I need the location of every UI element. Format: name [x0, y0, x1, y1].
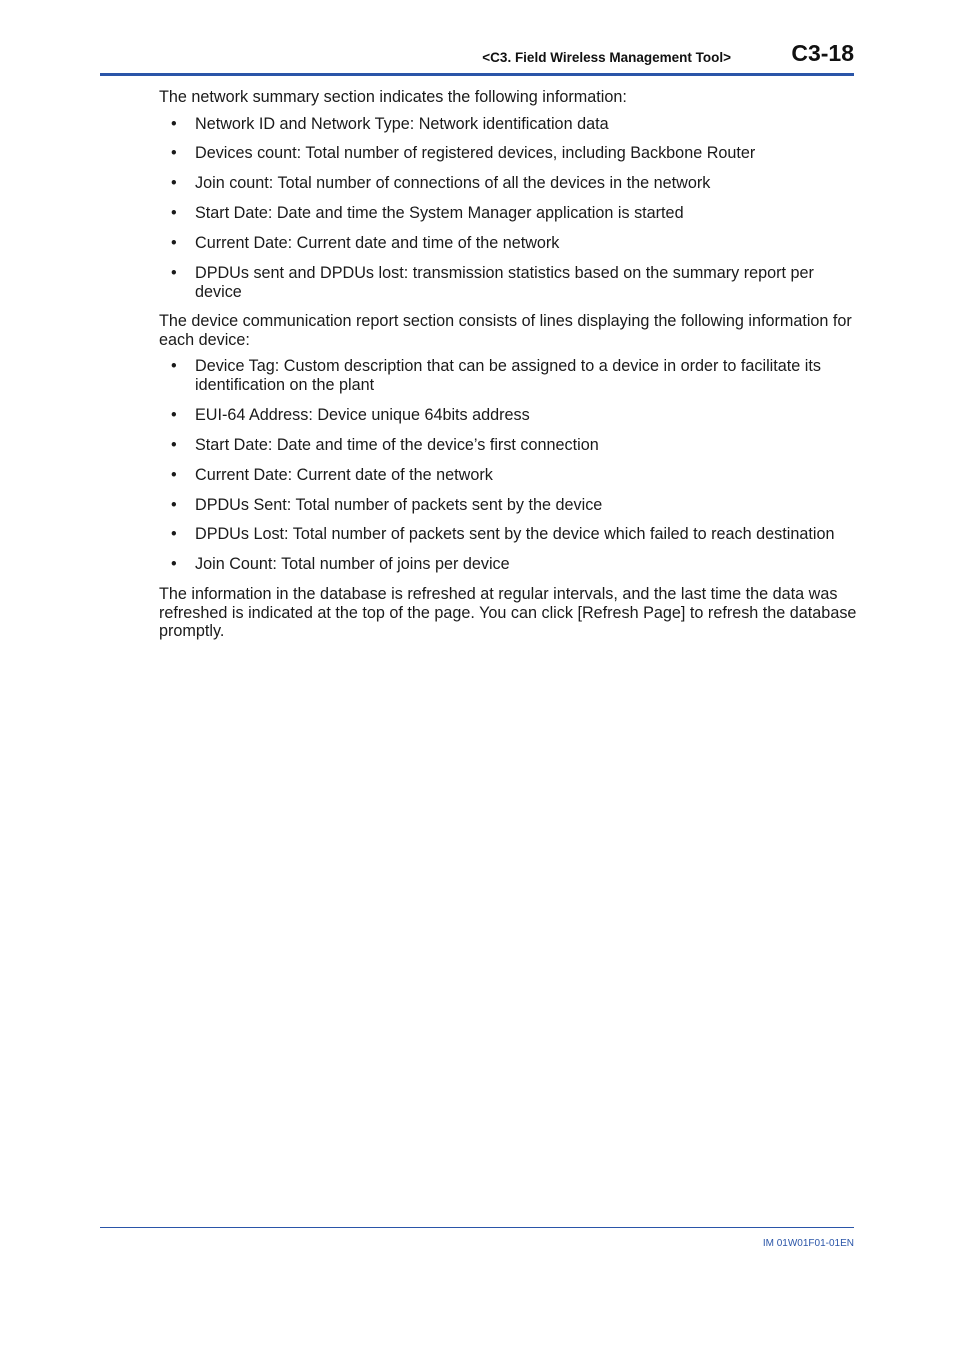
list-item — [159, 204, 857, 223]
bullet-icon: • — [171, 495, 177, 514]
list-item — [159, 144, 857, 163]
list-item — [159, 406, 857, 425]
device-report-list — [159, 357, 857, 574]
list-item-text: Join Count: Total number of joins per device — [195, 555, 510, 574]
bullet-icon: • — [171, 174, 177, 193]
bullet-icon: • — [171, 114, 177, 133]
bullet-icon: • — [171, 465, 177, 484]
list-item — [159, 525, 857, 544]
bullet-icon: • — [171, 357, 177, 376]
network-summary-list — [159, 115, 857, 302]
refresh-note: The information in the database is refreshed at regular intervals, and the last time the data was refreshed is indicated at the top of the page. You can click [Refresh Page] to refresh the database promptly. — [159, 584, 857, 641]
list-item-text: Current Date: Current date and time of the network — [195, 234, 560, 253]
list-item — [159, 436, 857, 455]
list-item-text: DPDUs Lost: Total number of packets sent by the device which failed to reach destination — [195, 525, 835, 544]
list-item-text: Current Date: Current date of the network — [195, 465, 493, 484]
list-item-text: Device Tag: Custom description that can be assigned to a device in order to facilitate its identification on the plant — [195, 357, 821, 395]
list-item-text: Start Date: Date and time of the device’s first connection — [195, 435, 599, 454]
bullet-icon: • — [171, 204, 177, 223]
list-item — [159, 234, 857, 253]
footer-rule — [100, 1227, 854, 1228]
network-summary-intro: The network summary section indicates the following information: — [159, 88, 627, 106]
list-item-text: Join count: Total number of connections of all the devices in the network — [195, 174, 711, 193]
list-item-text: DPDUs Sent: Total number of packets sent by the device — [195, 495, 603, 514]
document-id: IM 01W01F01-01EN — [762, 1238, 854, 1249]
list-item — [159, 466, 857, 485]
list-item-text: DPDUs sent and DPDUs lost: transmission statistics based on the summary report per device — [195, 264, 814, 301]
page-header — [100, 40, 854, 74]
list-item — [159, 555, 857, 574]
list-item — [159, 264, 857, 301]
page-number: C3-18 — [791, 40, 854, 66]
list-item — [159, 496, 857, 515]
main-content — [159, 88, 857, 641]
bullet-icon: • — [171, 555, 177, 574]
list-item-text: Network ID and Network Type: Network identification data — [195, 114, 609, 133]
list-item-text: Start Date: Date and time the System Manager application is started — [195, 204, 684, 223]
bullet-icon: • — [171, 405, 177, 424]
bullet-icon: • — [171, 525, 177, 544]
bullet-icon: • — [171, 435, 177, 454]
header-rule — [100, 73, 854, 76]
bullet-icon: • — [171, 264, 177, 283]
device-report-intro: The device communication report section consists of lines displaying the following information for each device: — [159, 312, 852, 349]
list-item-text: EUI-64 Address: Device unique 64bits address — [195, 405, 530, 424]
list-item-text: Devices count: Total number of registered devices, including Backbone Router — [195, 144, 756, 163]
list-item — [159, 115, 857, 134]
list-item — [159, 174, 857, 193]
bullet-icon: • — [171, 144, 177, 163]
chapter-title: <C3. Field Wireless Management Tool> — [482, 50, 731, 65]
list-item — [159, 357, 857, 394]
bullet-icon: • — [171, 234, 177, 253]
